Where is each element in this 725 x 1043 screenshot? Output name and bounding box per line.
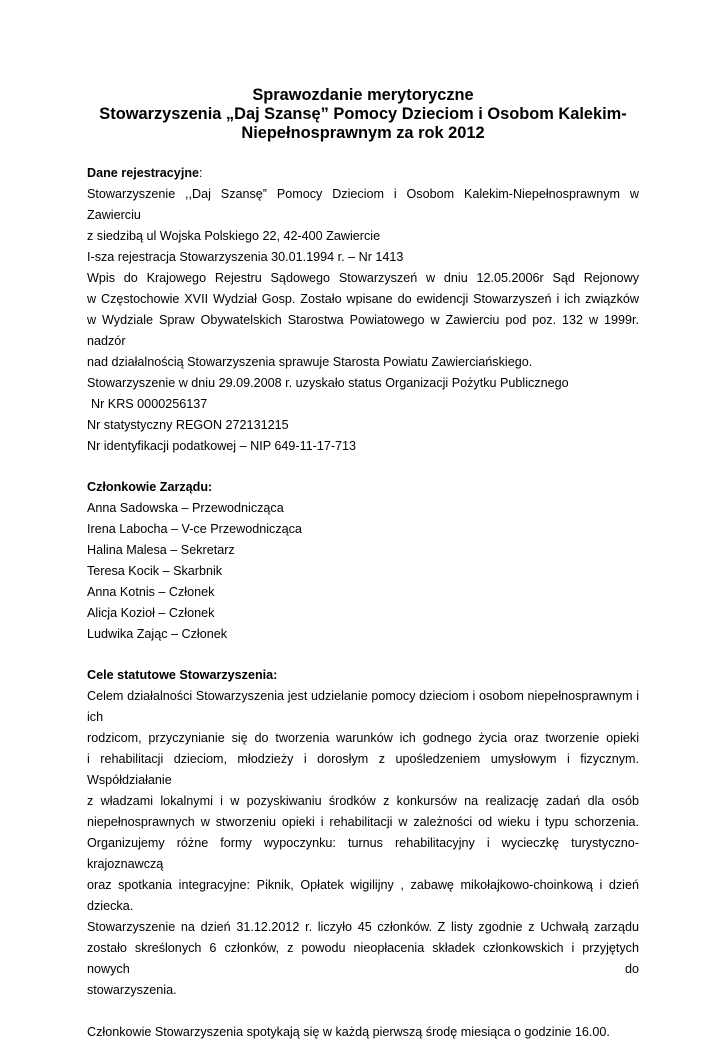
registration-line: w Częstochowie XVII Wydział Gosp. Zostało wpisane do ewidencji Stowarzyszeń i ich związków — [87, 292, 639, 306]
board-member: Anna Sadowska – Przewodnicząca — [87, 501, 284, 515]
board-member: Alicja Kozioł – Członek — [87, 606, 215, 620]
board-member: Irena Labocha – V-ce Przewodnicząca — [87, 522, 302, 536]
registration-line: nad działalnością Stowarzyszenia sprawuje Starosta Powiatu Zawierciańskiego. — [87, 355, 533, 369]
registration-heading: Dane rejestracyjne: — [87, 166, 203, 180]
document-page — [87, 86, 639, 1043]
goals-line: stowarzyszenia. — [87, 983, 177, 997]
meeting-line: Członkowie Stowarzyszenia spotykają się w każdą pierwszą środę miesiąca o godzinie 16.00. — [87, 1025, 610, 1039]
goals-heading: Cele statutowe Stowarzyszenia: — [87, 668, 278, 682]
board-heading: Członkowie Zarządu: — [87, 480, 213, 494]
registration-line: z siedzibą ul Wojska Polskiego 22, 42-400 Zawiercie — [87, 229, 381, 243]
paragraph-gap — [87, 1001, 639, 1022]
goals-line: rodzicom, przyczynianie się do tworzenia warunków ich godnego życia oraz tworzenie opieki — [87, 731, 639, 745]
title-line: Stowarzyszenia „Daj Szansę” Pomocy Dzieciom i Osobom Kalekim- — [99, 105, 627, 123]
goals-line: Stowarzyszenie na dzień 31.12.2012 r. liczyło 45 członków. Z listy zgodnie z Uchwałą zarządu — [87, 920, 639, 934]
goals-line: Organizujemy różne formy wypoczynku: turnus rehabilitacyjny i wycieczkę turystyczno-krajoznawczą — [87, 836, 639, 871]
registration-section — [87, 163, 639, 457]
registration-line: Nr identyfikacji podatkowej – NIP 649-11-17-713 — [87, 439, 357, 453]
document-title — [87, 86, 639, 143]
goals-line: i rehabilitacji dzieciom, młodzieży i dorosłym z upośledzeniem umysłowym i fizycznym. Współdziałanie — [87, 752, 639, 787]
registration-line: Wpis do Krajowego Rejestru Sądowego Stowarzyszeń w dniu 12.05.2006r Sąd Rejonowy — [87, 271, 639, 285]
goals-line: niepełnosprawnych w stworzeniu opieki i rehabilitacji w zależności od wieku i typu schorzenia. — [87, 815, 639, 829]
title-line: Sprawozdanie merytoryczne — [252, 86, 474, 104]
board-member: Anna Kotnis – Członek — [87, 585, 215, 599]
board-member: Teresa Kocik – Skarbnik — [87, 564, 223, 578]
registration-line: Stowarzyszenie w dniu 29.09.2008 r. uzyskało status Organizacji Pożytku Publicznego — [87, 376, 569, 390]
registration-line: Stowarzyszenie ,,Daj Szansę” Pomocy Dzieciom i Osobom Kalekim-Niepełnosprawnym w Zawierciu — [87, 187, 639, 222]
registration-line: w Wydziale Spraw Obywatelskich Starostwa Powiatowego w Zawierciu pod poz. 132 w 1999r. nadzór — [87, 313, 639, 348]
goals-line: z władzami lokalnymi i w pozyskiwaniu środków z konkursów na realizację zadań dla osób — [87, 794, 639, 808]
registration-line: Nr KRS 0000256137 — [91, 397, 208, 411]
goals-line: oraz spotkania integracyjne: Piknik, Opłatek wigilijny , zabawę mikołajkowo-choinkową i dzień dziecka. — [87, 878, 639, 913]
board-member: Ludwika Zając – Członek — [87, 627, 228, 641]
goals-section — [87, 665, 639, 1043]
board-member: Halina Malesa – Sekretarz — [87, 543, 235, 557]
title-line: Niepełnosprawnym za rok 2012 — [241, 124, 485, 142]
registration-line: I-sza rejestracja Stowarzyszenia 30.01.1994 r. – Nr 1413 — [87, 250, 404, 264]
goals-line: zostało skreślonych 6 członków, z powodu nieopłacenia składek członkowskich i przyjętych nowych do — [87, 941, 639, 976]
goals-line: Celem działalności Stowarzyszenia jest udzielanie pomocy dzieciom i osobom niepełnosprawnym i ich — [87, 689, 639, 724]
registration-line: Nr statystyczny REGON 272131215 — [87, 418, 289, 432]
board-section — [87, 477, 639, 645]
